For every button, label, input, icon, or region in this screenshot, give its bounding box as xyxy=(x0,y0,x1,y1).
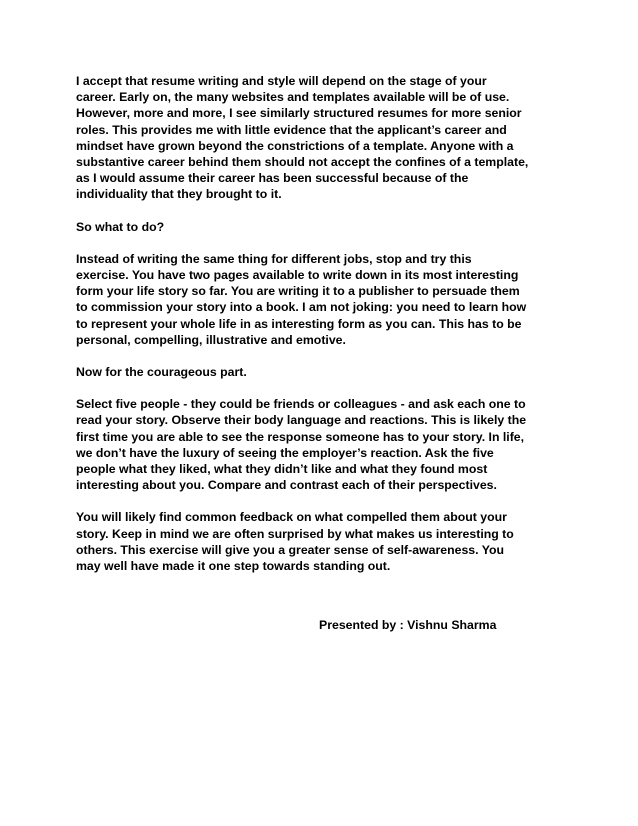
text-line: Instead of writing the same thing for different jobs, stop and try this xyxy=(76,251,472,266)
paragraph-common-feedback xyxy=(76,509,568,574)
paragraph-spacer xyxy=(76,348,568,364)
text-line: we don’t have the luxury of seeing the employer’s reaction. Ask the five xyxy=(76,445,494,460)
text-line: Now for the courageous part. xyxy=(76,365,247,380)
paragraph-select-five-people xyxy=(76,396,568,493)
paragraph-resume-templates xyxy=(76,73,568,203)
text-line: career. Early on, the many websites and templates available will be of use. xyxy=(76,90,510,105)
text-line: story. Keep in mind we are often surprised by what makes us interesting to xyxy=(76,526,514,541)
text-line: may well have made it one step towards standing out. xyxy=(76,559,391,574)
text-line: people what they liked, what they didn’t like and what they found most xyxy=(76,462,488,477)
paragraph-spacer xyxy=(76,380,568,396)
paragraph-spacer xyxy=(76,235,568,251)
text-line: So what to do? xyxy=(76,219,165,234)
text-line: as I would assume their career has been successful because of the xyxy=(76,171,469,186)
text-line: exercise. You have two pages available to write down in its most interesting xyxy=(76,268,519,283)
text-line: personal, compelling, illustrative and emotive. xyxy=(76,332,346,347)
text-line: form your life story so far. You are writing it to a publisher to persuade them xyxy=(76,284,520,299)
text-line: roles. This provides me with little evidence that the applicant’s career and xyxy=(76,122,507,137)
text-line: first time you are able to see the response someone has to your story. In life, xyxy=(76,429,525,444)
paragraph-what-to-do xyxy=(76,219,568,235)
text-line: mindset have grown beyond the constrictions of a template. Anyone with a xyxy=(76,138,514,153)
text-line: I accept that resume writing and style will depend on the stage of your xyxy=(76,74,487,88)
text-line: substantive career behind them should not accept the confines of a template, xyxy=(76,155,529,170)
paragraph-exercise xyxy=(76,251,568,348)
text-line: You will likely find common feedback on what compelled them about your xyxy=(76,510,507,525)
signature-line: Presented by : Vishnu Sharma xyxy=(319,618,497,632)
paragraph-courageous-part xyxy=(76,364,568,380)
text-line: to commission your story into a book. I am not joking: you need to learn how xyxy=(76,300,527,315)
text-line: to represent your whole life in as interesting form as you can. This has to be xyxy=(76,316,522,331)
text-line: read your story. Observe their body language and reactions. This is likely the xyxy=(76,413,527,428)
paragraph-spacer xyxy=(76,493,568,509)
paragraph-spacer xyxy=(76,203,568,219)
text-line: others. This exercise will give you a greater sense of self-awareness. You xyxy=(76,542,505,557)
text-line: interesting about you. Compare and contrast each of their perspectives. xyxy=(76,478,497,493)
document-body xyxy=(76,73,568,574)
text-line: However, more and more, I see similarly structured resumes for more senior xyxy=(76,106,522,121)
text-line: individuality that they brought to it. xyxy=(76,187,282,202)
text-line: Select five people - they could be friends or colleagues - and ask each one to xyxy=(76,397,526,412)
